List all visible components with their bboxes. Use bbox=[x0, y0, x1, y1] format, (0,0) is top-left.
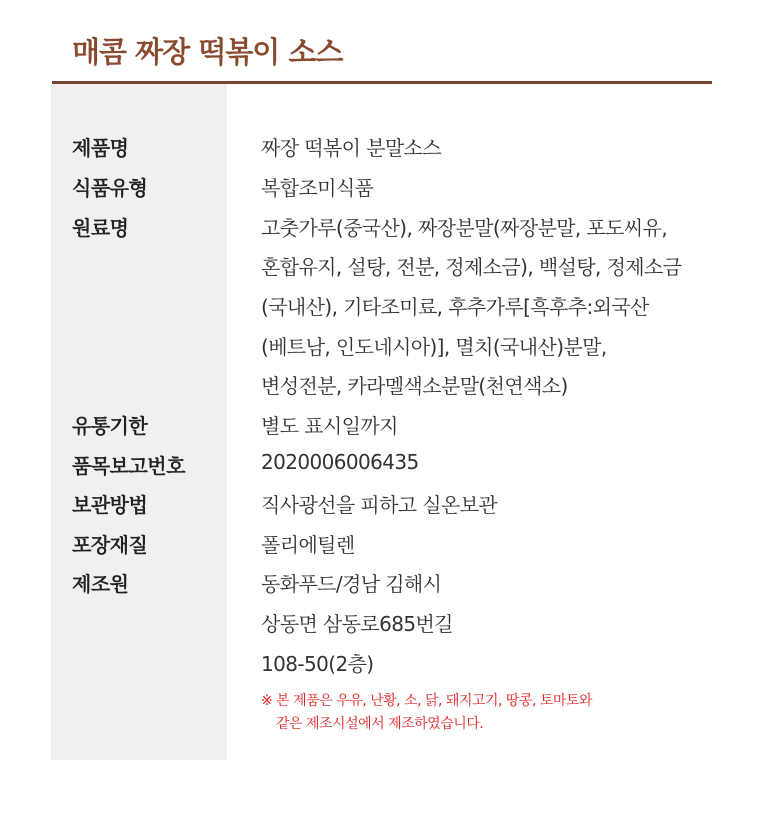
label-packaging: 포장재질 bbox=[72, 533, 148, 557]
label-storage: 보관방법 bbox=[72, 493, 148, 517]
value-ingredients-line-3: (국내산), 기타조미료, 후추가루[흑후추:외국산 bbox=[261, 295, 649, 319]
value-ingredients-line-4: (베트남, 인도네시아)], 멸치(국내산)분말, bbox=[261, 335, 607, 359]
value-ingredients-line-5: 변성전분, 카라멜색소분말(천연색소) bbox=[261, 374, 568, 398]
value-manufacturer-line-2: 상동면 삼동로685번길 bbox=[261, 612, 453, 636]
value-packaging: 폴리에틸렌 bbox=[261, 533, 355, 557]
value-ingredients-line-1: 고춧가루(중국산), 짜장분말(짜장분말, 포도씨유, bbox=[261, 216, 668, 240]
allergen-notice-line-2: 같은 제조시설에서 제조하였습니다. bbox=[276, 716, 484, 732]
value-manufacturer-line-3: 108-50(2층) bbox=[261, 652, 374, 676]
value-storage: 직사광선을 피하고 실온보관 bbox=[261, 493, 498, 517]
value-expiration: 별도 표시일까지 bbox=[261, 414, 398, 438]
value-ingredients-line-2: 혼합유지, 설탕, 전분, 정제소금), 백설탕, 정제소금 bbox=[261, 255, 682, 279]
label-report-number: 품목보고번호 bbox=[72, 454, 185, 478]
value-food-type: 복합조미식품 bbox=[261, 176, 374, 200]
label-manufacturer: 제조원 bbox=[72, 572, 129, 596]
allergen-notice-line-1: ※ 본 제품은 우유, 난황, 소, 닭, 돼지고기, 땅콩, 토마토와 bbox=[261, 693, 592, 709]
label-product-name: 제품명 bbox=[72, 136, 129, 160]
label-food-type: 식품유형 bbox=[72, 176, 148, 200]
value-report-number: 2020006006435 bbox=[261, 450, 419, 474]
value-manufacturer-line-1: 동화푸드/경남 김해시 bbox=[261, 572, 442, 596]
label-expiration: 유통기한 bbox=[72, 414, 148, 438]
label-ingredients: 원료명 bbox=[72, 216, 129, 240]
value-product-name: 짜장 떡볶이 분말소스 bbox=[261, 136, 441, 160]
page-title: 매콤 짜장 떡볶이 소스 bbox=[72, 35, 343, 69]
